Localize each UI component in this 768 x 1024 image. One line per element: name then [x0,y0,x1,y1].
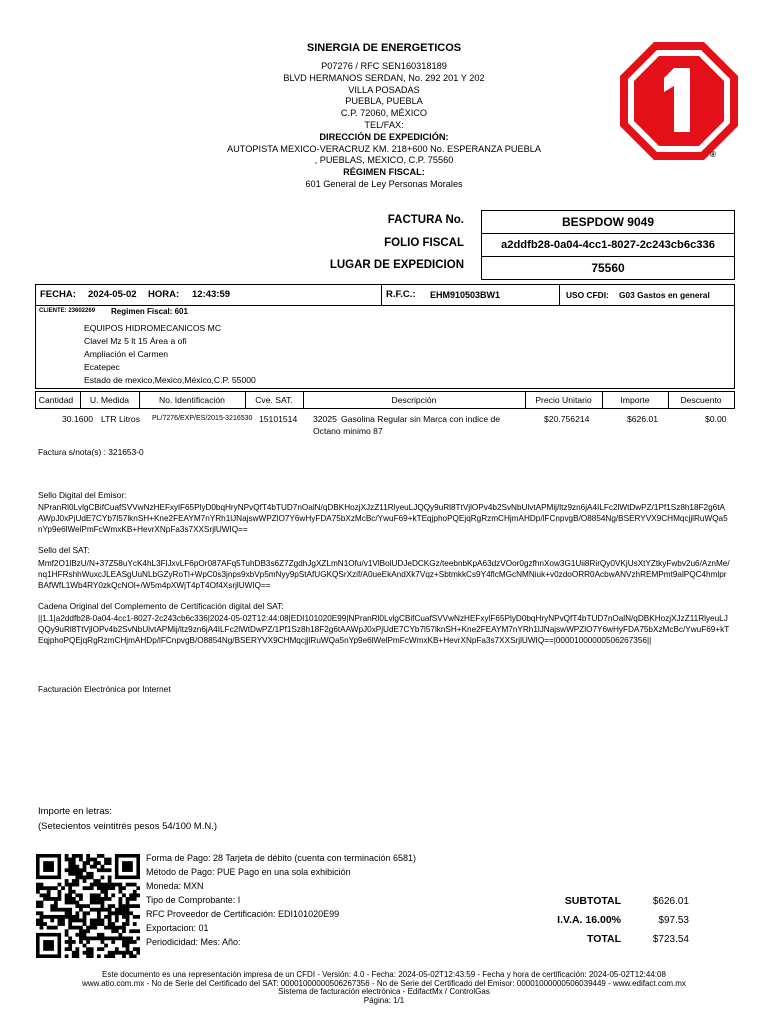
expedition-label: DIRECCIÓN DE EXPEDICIÓN: [319,131,449,142]
client-regimen: Regimen Fiscal: 601 [111,307,188,316]
total-value: $723.54 [652,934,689,945]
col-cve-sat: Cve. SAT. [255,395,293,405]
issuer-rfc: P07276 / RFC SEN160318189 [321,61,447,71]
cadena-original: ||1.1|a2ddfb28-0a04-4cc1-8027-2c243cb6c336|2024-05-02T12:44:08|EDI101020E99|NPranRl0LvlgCBifCuafSVVwNzHEFxylF65PlyD0bqHryNPvQfT4bTUD7nOalN/qDBKHozjXJzZ11RlyeuLJQQy9uRl8TtVjlOPv4b2SvNbUlvtAPMij/ltz9zn6jA4ILFc2lWtDwPZ/1Pf1Sz8h18F2g6tAAWpJ0xPjUdE7CYb7l57lknSH+Kne2FEAYM7nYRh1lJNajswWPZlO7Y6wHyFDA75bXzMcBc/YwuF69+kTEqjphoPQEjqRgRzmCHjmAHDp/lFCnpvgB/O8854Ng/BSERYVX9CHMqcjjlRuWQa5nYp9e6lWelPmFcWmxKB+HevrXNpFa3s7XXSrjlUWIQ==|00001000000506267356|| [38,614,730,646]
col-descuento: Descuento [680,395,722,405]
subtotal-label: SUBTOTAL [564,895,621,907]
cell-importe: $626.01 [627,414,659,424]
factura-box [481,210,735,280]
factura-label: FACTURA No. [387,214,464,226]
sello-sat-label: Sello del SAT: [38,545,90,555]
date-row [35,284,735,306]
lugar-expedicion: 75560 [591,261,625,275]
col-cantidad: Cantidad [38,395,74,405]
importe-letras: (Setecientos veintitrés pesos 54/100 M.N.) [38,821,218,832]
cell-desc-code: 32025 [313,414,337,424]
lugar-label: LUGAR DE EXPEDICION [329,259,464,271]
company-logo [618,40,740,162]
registered-mark: ® [710,150,716,159]
expedition-line-1: AUTOPISTA MEXICO-VERACRUZ KM. 218+600 No. ESPERANZA PUEBLA [227,143,541,154]
rfc-label: R.F.C.: [386,289,416,300]
client-block [35,305,735,389]
cell-desc-line-2: Octano minimo 87 [313,426,383,436]
cadena-label: Cadena Original del Complemento de Certificación digital del SAT: [38,601,284,611]
issuer-telfax: TEL/FAX: [364,119,404,130]
periodicidad: Periodicidad: Mes: Año: [146,937,241,947]
forma-pago: Forma de Pago: 28 Tarjeta de débito (cuenta con terminación 6581) [146,853,416,863]
fecha-label: FECHA: [40,289,76,300]
client-street: Clavel Mz 5 lt 15 Área a ofi [84,336,187,346]
facturacion-electronica: Facturación Electrónica por Internet [38,684,171,694]
col-descripcion: Descripción [391,395,437,405]
cell-cantidad: 30.1600 [62,414,94,424]
col-identificacion: No. Identificación [159,395,225,405]
footer-line-2: www.atio.com.mx - No de Serie del Certificado del SAT: 00001000000506267356 - No de Serie del Certificado del Emisor: 00001000000506039449 - www.edifact.com.mx [82,978,686,988]
client-name: EQUIPOS HIDROMECANICOS MC [84,323,222,333]
footer-line-3: Sistema de facturación electrónica - EdifactMx / ControlGas [278,987,490,997]
client-state: Estado de mexico,Mexico,México,C.P. 55000 [84,375,256,385]
client-id: CLIENTE: 23602269 [39,308,96,314]
regimen-label: RÉGIMEN FISCAL: [343,167,425,178]
uso-cfdi-value: G03 Gastos en general [619,290,710,300]
iva-value: $97.53 [658,915,689,926]
tipo-comprobante: Tipo de Comprobante: I [146,895,241,905]
issuer-address-2: VILLA POSADAS [348,84,420,95]
uso-cfdi-label: USO CFDI: [566,290,609,300]
cell-desc-line-1: Gasolina Regular sin Marca con indice de [341,414,501,424]
rfc-value: EHM910503BW1 [430,290,501,300]
regimen-value: 601 General de Ley Personas Morales [305,178,463,189]
subtotal-value: $626.01 [652,896,689,907]
col-importe: Importe [620,395,650,405]
iva-label: I.V.A. 16.00% [557,914,621,926]
table-header [35,391,735,409]
sello-emisor-label: Sello Digital del Emisor: [38,490,127,500]
footer-line-4: Página: 1/1 [363,995,405,1005]
cell-cve-sat: 15101514 [259,414,298,424]
exportacion: Exportacion: 01 [146,923,209,933]
folio-label: FOLIO FISCAL [384,237,464,249]
client-colonia: Ampliación el Carmen [84,349,169,359]
sello-emisor: NPranRl0LvlgCBifCuafSVVwNzHEFxylF65PlyD0bqHryNPvQfT4bTUD7nOalN/qDBKHozjXJzZ11RlyeuLJQQy9uRl8TtVjlOPv4b2SvNbUlvtAPMij/ltz9zn6jA4ILFc2lWtDwPZ/1Pf1Sz8h18F2g6tAAWpJ0xPjUdE7CYb7l57lknSH+Kne2FEAYM7nYRh1lJNajswWPZlO7Y6wHyFDA75bXzMcBc/YwuF69+kTEqjphoPQEjqRgRzmCHjmAHDp/lFCnpvgB/O8854Ng/BSERYVX9CHMqcjjlRuWQa5nYp9e6lWelPmFcWmxKB+HevrXNpFa3s7XXSrjlUWIQ== [38,503,728,535]
cell-unidad: LTR Litros [101,414,140,424]
total-label: TOTAL [586,933,621,945]
cell-precio: $20.756214 [544,414,590,424]
issuer-address-1: BLVD HERMANOS SERDAN, No. 292 201 Y 202 [283,72,485,83]
client-city: Ecatepec [84,362,120,372]
issuer-header [190,42,578,191]
issuer-name: SINERGIA DE ENERGETICOS [306,42,462,54]
importe-letras-label: Importe en letras: [38,806,112,817]
hora-label: HORA: [148,289,180,300]
expedition-line-2: , PUEBLAS, MEXICO, C.P. 75560 [314,155,454,166]
sello-sat: Mmf2O1lBzU/N+37Z58uYcK4hL3FlJxvLF6pOr087AFq5TuhDB3s6Z7ZgdhJgXZLmN1Ofu/v1VlBolUDJeDCKGz/teebnbKpA63dzVOor0gzfhnXow3G1Uii8RirQy0VKjUsXtYZtkyFwbv2u6/AznMe/nq1HFRshhWuxcJLEASgUuNLbGZyRoTl+WpC0s3jnps9xbVp5mNyy9pStAfUGKQSrXzif/A0ueEkAndXk7Vqz+SbtmkkCs9Y4flcMGcNMNiuk+v0zdoORR0AcbwANVzhREMPmt9alPQC4hmlprBAfWfL1Wb4RY0zkQcNOl+/W5m4pXWjT4pT4Of4XsrjlUWIQ== [38,559,730,591]
issuer-address-3: PUEBLA, PUEBLA [345,96,423,107]
metodo-pago: Método de Pago: PUE Pago en una sola exhibición [146,867,351,877]
issuer-address-4: C.P. 72060, MÉXICO [340,108,428,119]
moneda: Moneda: MXN [146,881,204,891]
fecha-value: 2024-05-02 [88,289,137,300]
notas: Factura s/nota(s) : 321653-0 [38,447,144,457]
col-precio: Precio Unitario [535,395,592,405]
factura-number: BESPDOW 9049 [482,211,734,234]
cell-descuento: $0.00 [705,414,727,424]
col-unidad: U. Medida [89,395,130,405]
footer-line-1: Este documento es una representación impresa de un CFDI - Versión: 4.0 - Fecha: 2024-05-02T12:43:59 - Fecha y hora de certificación: 2024-05-02T12:44:08 [102,970,666,979]
hora-value: 12:43:59 [192,289,231,300]
qr-code [36,854,140,958]
footer [30,971,738,1005]
folio-fiscal: a2ddfb28-0a04-4cc1-8027-2c243cb6c336 [482,234,734,257]
cell-identificacion: PL/7276/EXP/ES/2015-3216530 [152,415,253,422]
rfc-proveedor: RFC Proveedor de Certificación: EDI101020E99 [146,909,340,919]
